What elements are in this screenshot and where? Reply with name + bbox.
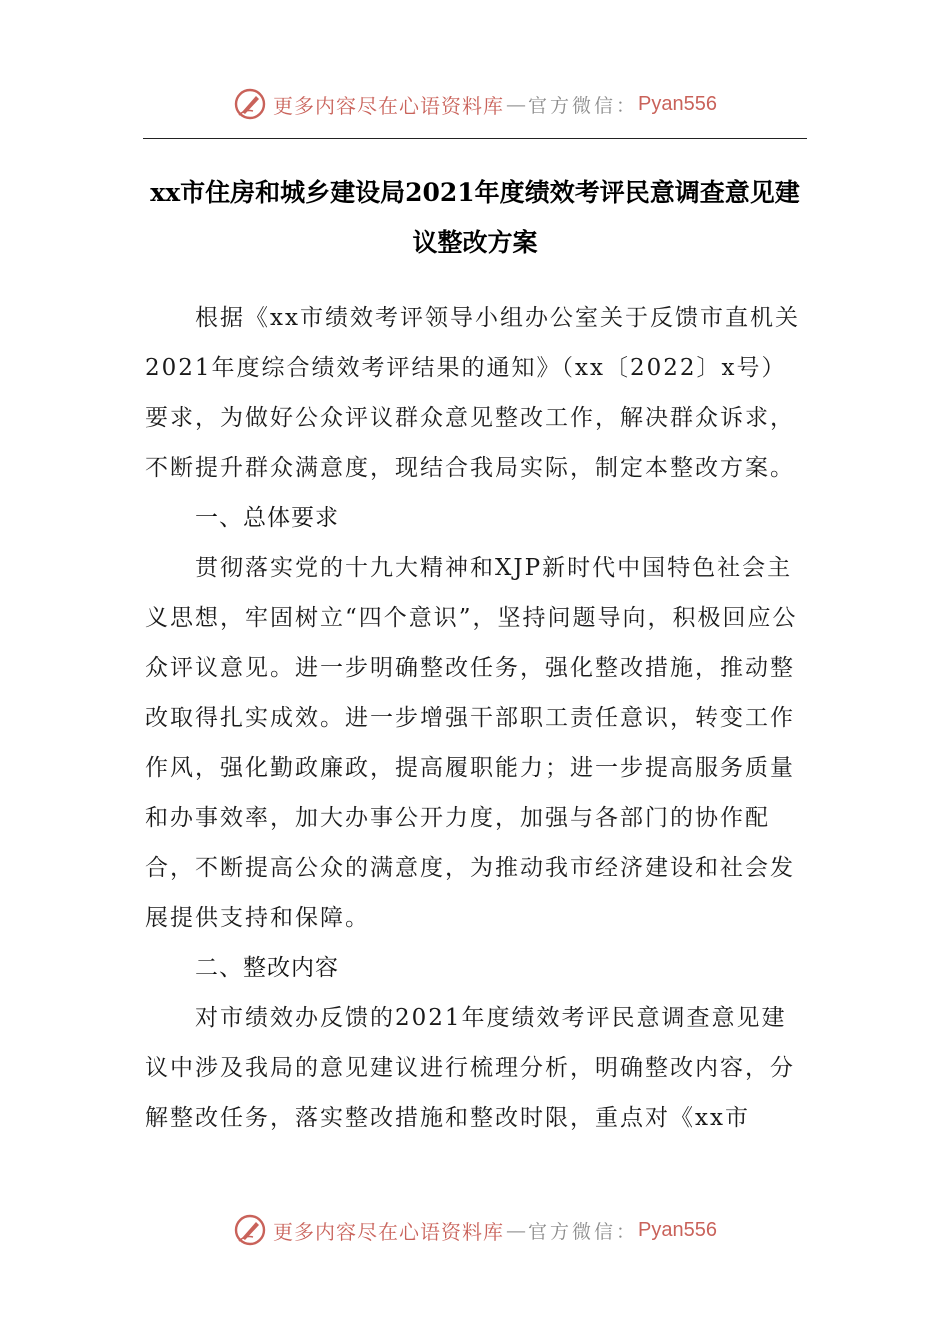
footer-banner bbox=[0, 1208, 950, 1252]
section-1-paragraph: 贯彻落实党的十九大精神和XJP新时代中国特色社会主义思想，牢固树立“四个意识”，坚持问题导向，积极回应公众评议意见。进一步明确整改任务，强化整改措施，推动整改取得扎实成效。进一步增强干部职工责任意识，转变工作作风，强化勤政廉政，提高履职能力；进一步提高服务质量和办事效率，加大办事公开力度，加强与各部门的协作配合，不断提高公众的满意度，为推动我市经济建设和社会发展提供支持和保障。 bbox=[145, 555, 798, 931]
banner-separator: — bbox=[506, 1218, 526, 1242]
document-title: xx市住房和城乡建设局2021年度绩效考评民意调查意见建议整改方案 bbox=[150, 178, 800, 257]
banner-text: 更多内容尽在心语资料库 bbox=[273, 1219, 504, 1244]
header-divider bbox=[143, 138, 807, 139]
document-body bbox=[145, 293, 805, 1143]
header-banner bbox=[0, 82, 950, 126]
quill-seal-icon bbox=[233, 1213, 267, 1247]
quill-seal-icon bbox=[233, 87, 267, 121]
section-2-paragraph: 对市绩效办反馈的2021年度绩效考评民意调查意见建议中涉及我局的意见建议进行梳理分析，明确整改内容，分解整改任务，落实整改措施和整改时限，重点对《xx市 bbox=[145, 1005, 795, 1131]
intro-paragraph: 根据《xx市绩效考评领导小组办公室关于反馈市直机关2021年度综合绩效考评结果的通知》（xx〔2022〕x号）要求，为做好公众评议群众意见整改工作，解决群众诉求，不断提升群众满意度，现结合我局实际，制定本整改方案。 bbox=[145, 305, 800, 481]
banner-official-label: 官方微信： bbox=[528, 1220, 639, 1243]
banner-wechat-id: Pyan556 bbox=[638, 1218, 717, 1241]
banner-official-label: 官方微信： bbox=[528, 94, 639, 117]
banner-wechat-id: Pyan556 bbox=[638, 92, 717, 115]
banner-separator: — bbox=[506, 92, 526, 116]
section-1-heading: 一、总体要求 bbox=[195, 505, 339, 531]
section-2-heading: 二、整改内容 bbox=[195, 955, 339, 981]
banner-text: 更多内容尽在心语资料库 bbox=[273, 93, 504, 118]
